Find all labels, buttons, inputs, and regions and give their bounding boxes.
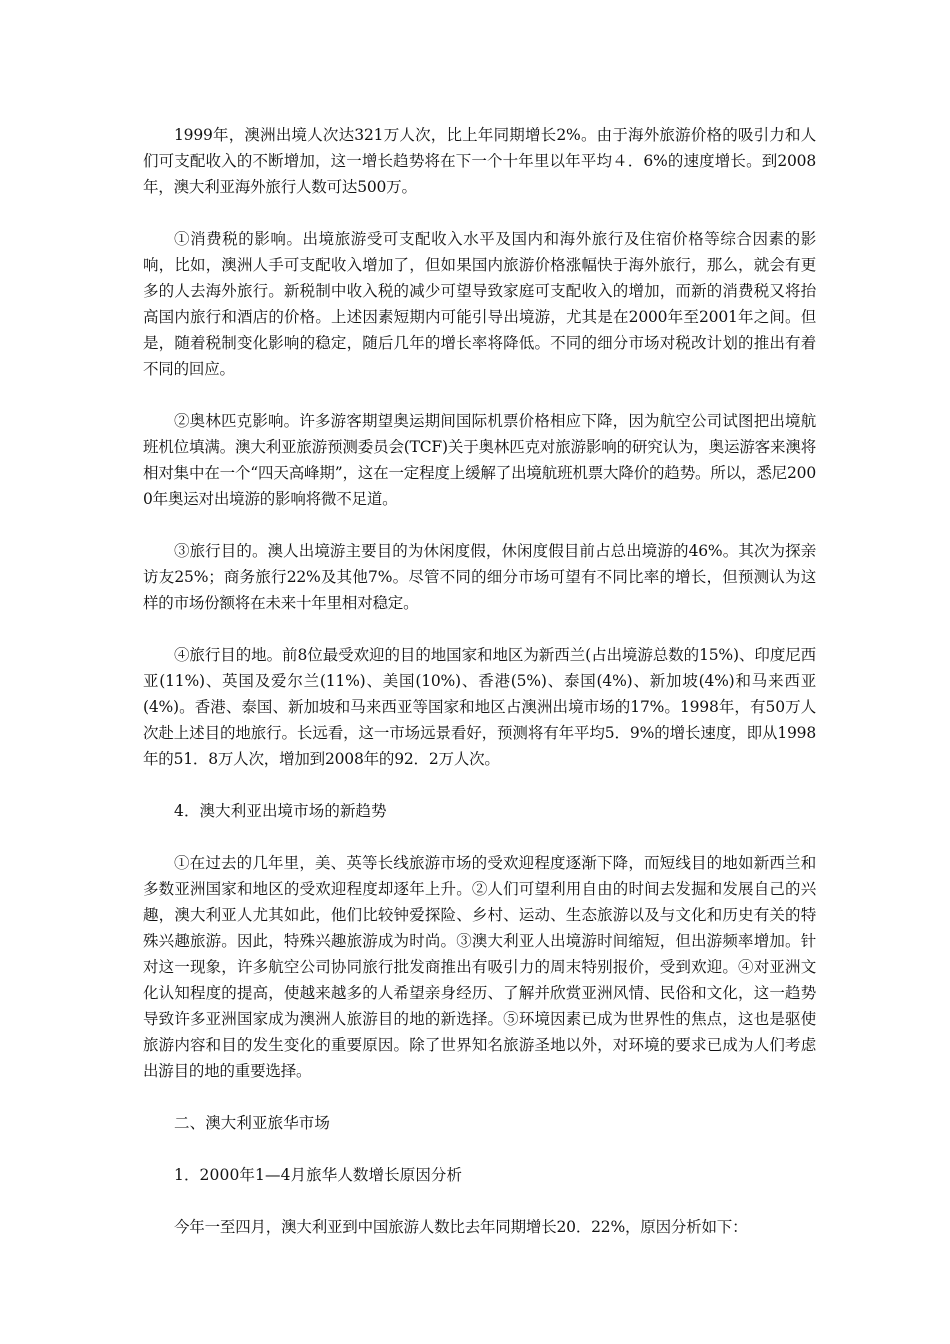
- paragraph-outbound-growth: 1999年，澳洲出境人次达321万人次，比上年同期增长2%。由于海外旅游价格的吸引力和人们可支配收入的不断增加，这一增长趋势将在下一个十年里以年平均４．6%的速度增长。到2008年，澳大利亚海外旅行人数可达500万。: [143, 126, 816, 196]
- paragraph-travel-purpose: ③旅行目的。澳人出境游主要目的为休闲度假，休闲度假目前占总出境游的46%。其次为探亲访友25%；商务旅行22%及其他7%。尽管不同的细分市场可望有不同比率的增长，但预测认为这样的市场份额将在未来十年里相对稳定。: [143, 542, 816, 612]
- paragraph-travel-destinations: ④旅行目的地。前8位最受欢迎的目的地国家和地区为新西兰(占出境游总数的15%)、印度尼西亚(11%)、英国及爱尔兰(11%)、美国(10%)、香港(5%)、泰国(4%)、新加坡(4%)和马来西亚(4%)。香港、泰国、新加坡和马来西亚等国家和地区占澳洲出境市场的17%。1998年，有50万人次赴上述目的地旅行。长远看，这一市场远景看好，预测将有年平均5．9%的增长速度，即从1998年的51．8万人次，增加到2008年的92．2万人次。: [143, 646, 816, 768]
- section-heading-china-market: 二、澳大利亚旅华市场: [174, 1114, 331, 1132]
- paragraph-consumption-tax: ①消费税的影响。出境旅游受可支配收入水平及国内和海外旅行及住宿价格等综合因素的影响，比如，澳洲人手可支配收入增加了，但如果国内旅游价格涨幅快于海外旅行，那么，就会有更多的人去海外旅行。新税制中收入税的减少可望导致家庭可支配收入的增加，而新的消费税又将抬高国内旅行和酒店的价格。上述因素短期内可能引导出境游，尤其是在2000年至2001年之间。但是，随着税制变化影响的稳定，随后几年的增长率将降低。不同的细分市场对税改计划的推出有着不同的回应。: [143, 230, 816, 378]
- document-body: [143, 122, 816, 1266]
- paragraph-growth-intro: 今年一至四月，澳大利亚到中国旅游人数比去年同期增长20．22%，原因分析如下：: [174, 1218, 748, 1236]
- paragraph-new-trends: ①在过去的几年里，美、英等长线旅游市场的受欢迎程度逐渐下降，而短线目的地如新西兰和多数亚洲国家和地区的受欢迎程度却逐年上升。②人们可望利用自由的时间去发掘和发展自己的兴趣，澳大利亚人尤其如此，他们比较钟爱探险、乡村、运动、生态旅游以及与文化和历史有关的特殊兴趣旅游。因此，特殊兴趣旅游成为时尚。③澳大利亚人出境游时间缩短，但出游频率增加。针对这一现象，许多航空公司协同旅行批发商推出有吸引力的周末特别报价，受到欢迎。④对亚洲文化认知程度的提高，使越来越多的人希望亲身经历、了解并欣赏亚洲风情、民俗和文化，这一趋势导致许多亚洲国家成为澳洲人旅游目的地的新选择。⑤环境因素已成为世界性的焦点，这也是驱使旅游内容和目的发生变化的重要原因。除了世界知名旅游圣地以外，对环境的要求已成为人们考虑出游目的地的重要选择。: [143, 854, 816, 1080]
- paragraph-olympic-impact: ②奥林匹克影响。许多游客期望奥运期间国际机票价格相应下降，因为航空公司试图把出境航班机位填满。澳大利亚旅游预测委员会(TCF)关于奥林匹克对旅游影响的研究认为，奥运游客来澳将相对集中在一个“四天高峰期”，这在一定程度上缓解了出境航班机票大降价的趋势。所以，悉尼2000年奥运对出境游的影响将微不足道。: [143, 412, 816, 508]
- section-heading-growth-analysis: 1．2000年1—4月旅华人数增长原因分析: [174, 1166, 463, 1184]
- section-heading-new-trends: 4．澳大利亚出境市场的新趋势: [174, 802, 387, 820]
